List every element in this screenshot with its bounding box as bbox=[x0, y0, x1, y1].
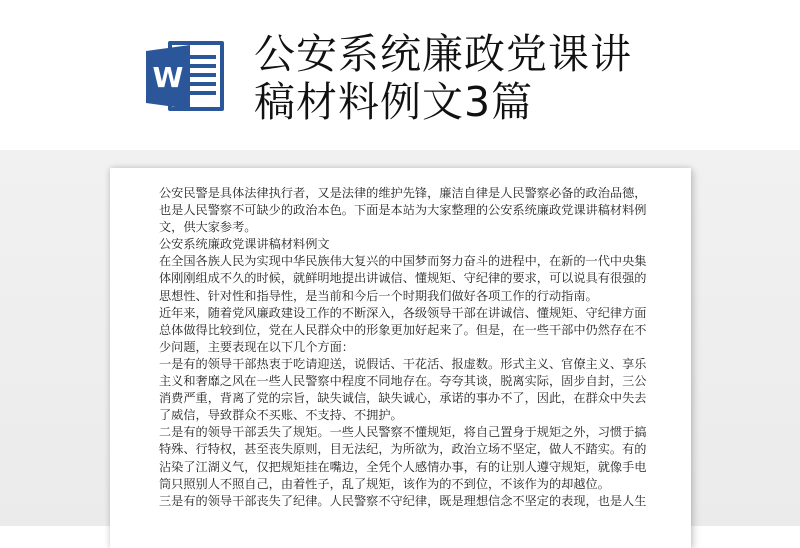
page-title bbox=[254, 30, 774, 126]
document-page bbox=[110, 168, 691, 548]
text-line: 总体做得比较到位，党在人民群众中的形象更加好起来了。但是，在一些干部中仍然存在不 bbox=[159, 322, 647, 337]
word-document-icon bbox=[142, 33, 228, 119]
text-line: 特殊、行特权，甚至丧失原则，目无法纪，为所欲为，政治立场不坚定，做人不踏实。有的 bbox=[159, 442, 647, 457]
text-line: 了威信，导致群众不买账、不支持、不拥护。 bbox=[159, 408, 403, 423]
section-heading: 公安系统廉政党课讲稿材料例文 bbox=[159, 237, 330, 252]
text-line: 二是有的领导干部丢失了规矩。一些人民警察不懂规矩，将自己置身于规矩之外，习惯于搞 bbox=[159, 425, 647, 440]
text-line: 少问题，主要表现在以下几个方面： bbox=[159, 339, 354, 354]
text-line: 在全国各族人民为实现中华民族伟大复兴的中国梦而努力奋斗的进程中，在新的一代中央集 bbox=[159, 254, 647, 269]
title-line: 稿材料例文3篇 bbox=[254, 78, 534, 126]
text-line: 一是有的领导干部热衷于吃请迎送，说假话、干花活、报虚数。形式主义、官僚主义、享乐 bbox=[159, 356, 647, 371]
word-letter: W bbox=[152, 61, 184, 94]
text-line: 思想性、针对性和指导性，是当前和今后一个时期我们做好各项工作的行动指南。 bbox=[159, 288, 598, 303]
header-banner bbox=[0, 0, 800, 150]
text-line: 公安民警是具体法律执行者，又是法律的维护先锋，廉洁自律是人民警察必备的政治品德， bbox=[159, 186, 647, 200]
text-line: 消费严重，背离了党的宗旨，缺失诚信，缺失诚心，承诺的事办不了，因此，在群众中失去 bbox=[159, 391, 647, 406]
text-line: 主义和奢靡之风在一些人民警察中程度不同地存在。夸夸其谈，脱离实际，固步自封，三公 bbox=[159, 374, 647, 389]
text-line: 三是有的领导干部丧失了纪律。人民警察不守纪律，既是理想信念不坚定的表现，也是人生 bbox=[159, 493, 647, 508]
text-line: 筒只照别人不照自己，由着性子，乱了规矩，该作为的不到位，不该作为的却越位。 bbox=[159, 476, 610, 491]
text-line: 近年来，随着党风廉政建设工作的不断深入，各级领导干部在讲诚信、懂规矩、守纪律方面 bbox=[159, 305, 647, 320]
text-line: 沾染了江湖义气，仅把规矩挂在嘴边，全凭个人感情办事，有的让别人遵守规矩，就像手电 bbox=[159, 459, 647, 474]
text-line: 体刚刚组成不久的时候，就鲜明地提出讲诚信、懂规矩、守纪律的要求，可以说具有很强的 bbox=[159, 271, 647, 286]
title-line: 公安系统廉政党课讲 bbox=[254, 30, 632, 78]
document-body bbox=[159, 185, 659, 510]
text-line: 文，供大家参考。 bbox=[159, 220, 257, 235]
text-line: 也是人民警察不可缺少的政治本色。下面是本站为大家整理的公安系统廉政党课讲稿材料例 bbox=[159, 203, 647, 218]
